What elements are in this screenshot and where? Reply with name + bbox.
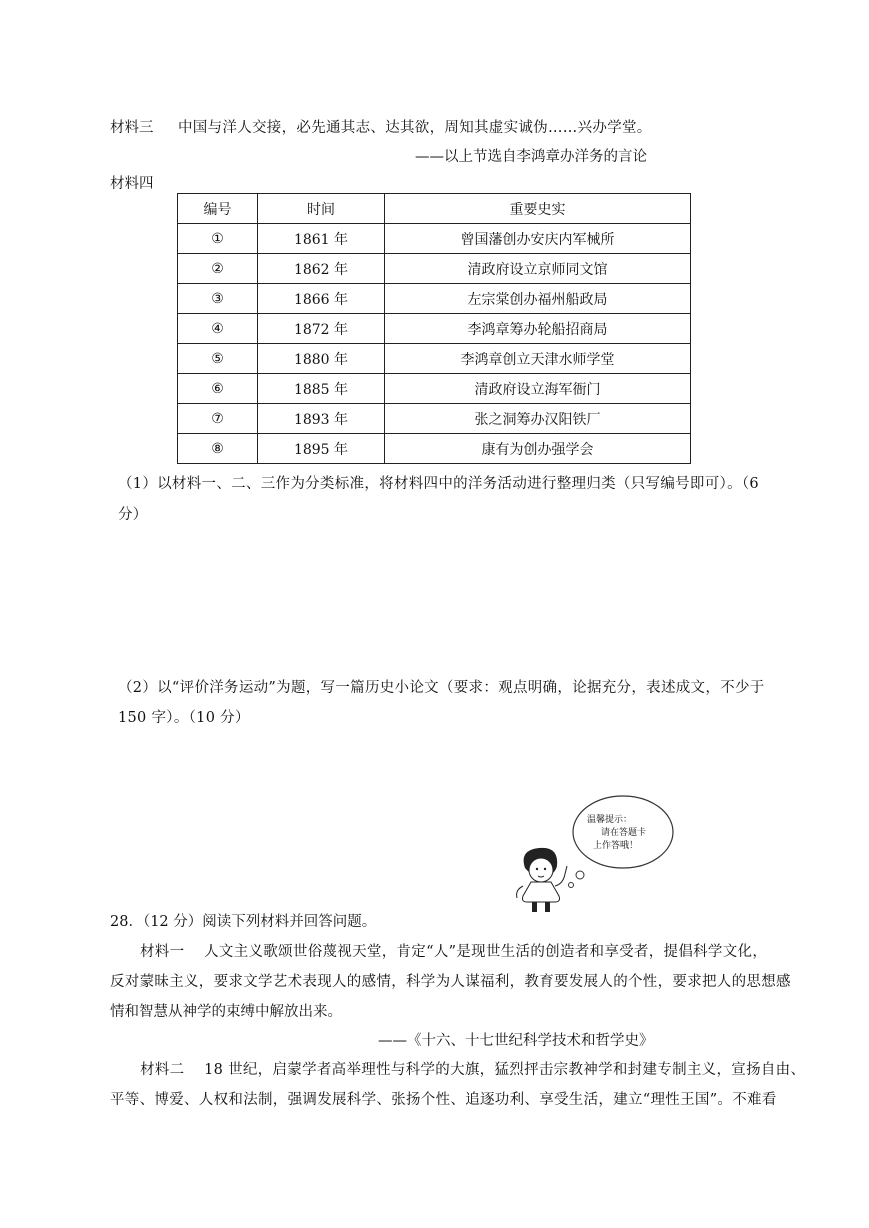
material3-text: 中国与洋人交接，必先通其志、达其欲，周知其虚实诚伪……兴办学堂。: [178, 120, 652, 136]
row-event: 清政府设立京师同文馆: [385, 254, 691, 284]
row-number: ⑧: [178, 434, 258, 464]
question28-header: 28．（12 分）阅读下列材料并回答问题。: [110, 914, 377, 930]
row-event: 左宗棠创办福州船政局: [385, 284, 691, 314]
table-row: [178, 224, 691, 254]
row-number: ⑦: [178, 404, 258, 434]
material4-label: 材料四: [110, 176, 154, 192]
row-number: ③: [178, 284, 258, 314]
q28-material1-line3: 情和智慧从神学的束缚中解放出来。: [110, 1004, 342, 1020]
question2-line2: 150 字）。（10 分）: [118, 710, 250, 726]
table-row: [178, 374, 691, 404]
table-row: [178, 254, 691, 284]
row-year: 1872 年: [258, 314, 385, 344]
question1-line2: 分）: [118, 507, 148, 523]
row-number: ①: [178, 224, 258, 254]
material3-source: ——以上节选自李鸿章办洋务的言论: [415, 149, 647, 165]
q28-material1-source: ——《十六、十七世纪科学技术和哲学史》: [378, 1033, 654, 1049]
table-row: [178, 344, 691, 374]
table-header-row: [178, 194, 691, 224]
row-number: ④: [178, 314, 258, 344]
material4-table: [177, 193, 691, 464]
q28-material1-line1: 材料一 人文主义歌颂世俗蔑视天堂，肯定“人”是现世生活的创造者和享受者，提倡科学文化，: [140, 944, 768, 960]
row-event: 张之洞筹办汉阳铁厂: [385, 404, 691, 434]
question2-line1: （2）以“评价洋务运动”为题，写一篇历史小论文（要求：观点明确，论据充分，表述成文，不少于: [118, 680, 765, 696]
row-year: 1861 年: [258, 224, 385, 254]
header-time: 时间: [258, 194, 385, 224]
header-event: 重要史实: [385, 194, 691, 224]
q28-material2-line1: 材料二 18 世纪，启蒙学者高举理性与科学的大旗，猛烈抨击宗教神学和封建专制主义，宣扬自由、: [140, 1062, 806, 1078]
table-row: [178, 314, 691, 344]
row-number: ⑥: [178, 374, 258, 404]
table-row: [178, 284, 691, 314]
table-row: [178, 404, 691, 434]
row-event: 清政府设立海军衙门: [385, 374, 691, 404]
q28-material2-line2: 平等、博爱、人权和法制，强调发展科学、张扬个性、追逐功利、享受生活，建立“理性王国”。不难看: [110, 1092, 777, 1108]
row-event: 曾国藩创办安庆内军械所: [385, 224, 691, 254]
material3-label: 材料三: [110, 120, 154, 136]
header-number: 编号: [178, 194, 258, 224]
row-year: 1895 年: [258, 434, 385, 464]
table-row: [178, 434, 691, 464]
row-year: 1866 年: [258, 284, 385, 314]
row-year: 1885 年: [258, 374, 385, 404]
row-event: 李鸿章筹办轮船招商局: [385, 314, 691, 344]
row-event: 康有为创办强学会: [385, 434, 691, 464]
row-number: ②: [178, 254, 258, 284]
tip-line2: 请在答题卡: [601, 828, 647, 838]
q28-material1-line2: 反对蒙昧主义，要求文学艺术表现人的感情，科学为人谋福利，教育要发展人的个性，要求把人的思想感: [110, 974, 791, 990]
cartoon-illustration: [505, 790, 675, 920]
row-year: 1880 年: [258, 344, 385, 374]
row-event: 李鸿章创立天津水师学堂: [385, 344, 691, 374]
row-year: 1893 年: [258, 404, 385, 434]
row-number: ⑤: [178, 344, 258, 374]
row-year: 1862 年: [258, 254, 385, 284]
reminder-cartoon: [505, 790, 675, 920]
tip-line3: 上作答哦！: [593, 841, 639, 851]
question1-line1: （1）以材料一、二、三作为分类标准，将材料四中的洋务活动进行整理归类（只写编号即可）。（6: [118, 476, 759, 492]
tip-line1: 温馨提示：: [587, 815, 633, 825]
